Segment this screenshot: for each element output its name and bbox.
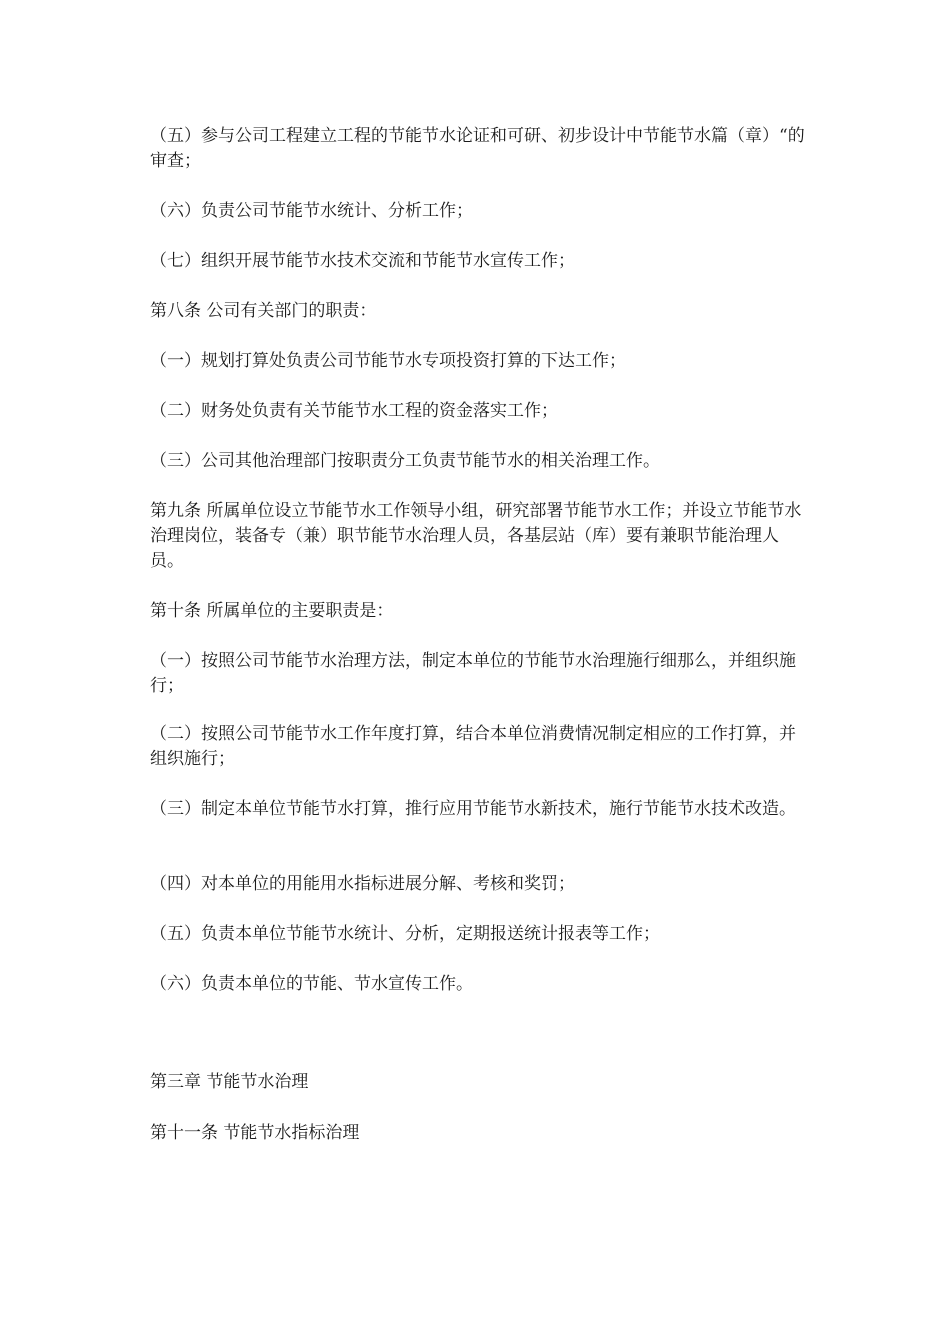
article-11-heading: 第十一条 节能节水指标治理 xyxy=(150,1123,360,1143)
chapter-3-heading: 第三章 节能节水治理 xyxy=(150,1072,309,1092)
paragraph-item-7-exchange: （七）组织开展节能节水技术交流和节能节水宣传工作； xyxy=(150,251,575,271)
article-8-heading: 第八条 公司有关部门的职责： xyxy=(150,301,377,321)
article-9-paragraph: 第九条 所属单位设立节能节水工作领导小组，研究部署节能节水工作；并设立节能节水治理岗位，装备专（兼）职节能节水治理人员，各基层站（库）要有兼职节能治理人员。 xyxy=(150,501,802,571)
article-10-heading: 第十条 所属单位的主要职责是： xyxy=(150,601,394,621)
paragraph-article8-item-2: （二）财务处负责有关节能节水工程的资金落实工作； xyxy=(150,401,558,421)
paragraph-article10-item-2: （二）按照公司节能节水工作年度打算，结合本单位消费情况制定相应的工作打算，并组织施行； xyxy=(150,724,796,769)
paragraph-article10-item-4: （四）对本单位的用能用水指标进展分解、考核和奖罚； xyxy=(150,874,575,894)
paragraph-article10-item-1: （一）按照公司节能节水治理方法，制定本单位的节能节水治理施行细那么，并组织施行； xyxy=(150,651,796,696)
paragraph-item-5-review: （五）参与公司工程建立工程的节能节水论证和可研、初步设计中节能节水篇（章）“的审查； xyxy=(150,126,805,171)
paragraph-article8-item-3: （三）公司其他治理部门按职责分工负责节能节水的相关治理工作。 xyxy=(150,451,660,471)
paragraph-article8-item-1: （一）规划打算处负责公司节能节水专项投资打算的下达工作； xyxy=(150,351,626,371)
paragraph-article10-item-6: （六）负责本单位的节能、节水宣传工作。 xyxy=(150,974,473,994)
paragraph-item-6-statistics: （六）负责公司节能节水统计、分析工作； xyxy=(150,201,473,221)
paragraph-article10-item-5: （五）负责本单位节能节水统计、分析，定期报送统计报表等工作； xyxy=(150,924,660,944)
paragraph-article10-item-3: （三）制定本单位节能节水打算，推行应用节能节水新技术，施行节能节水技术改造。 xyxy=(150,799,796,819)
